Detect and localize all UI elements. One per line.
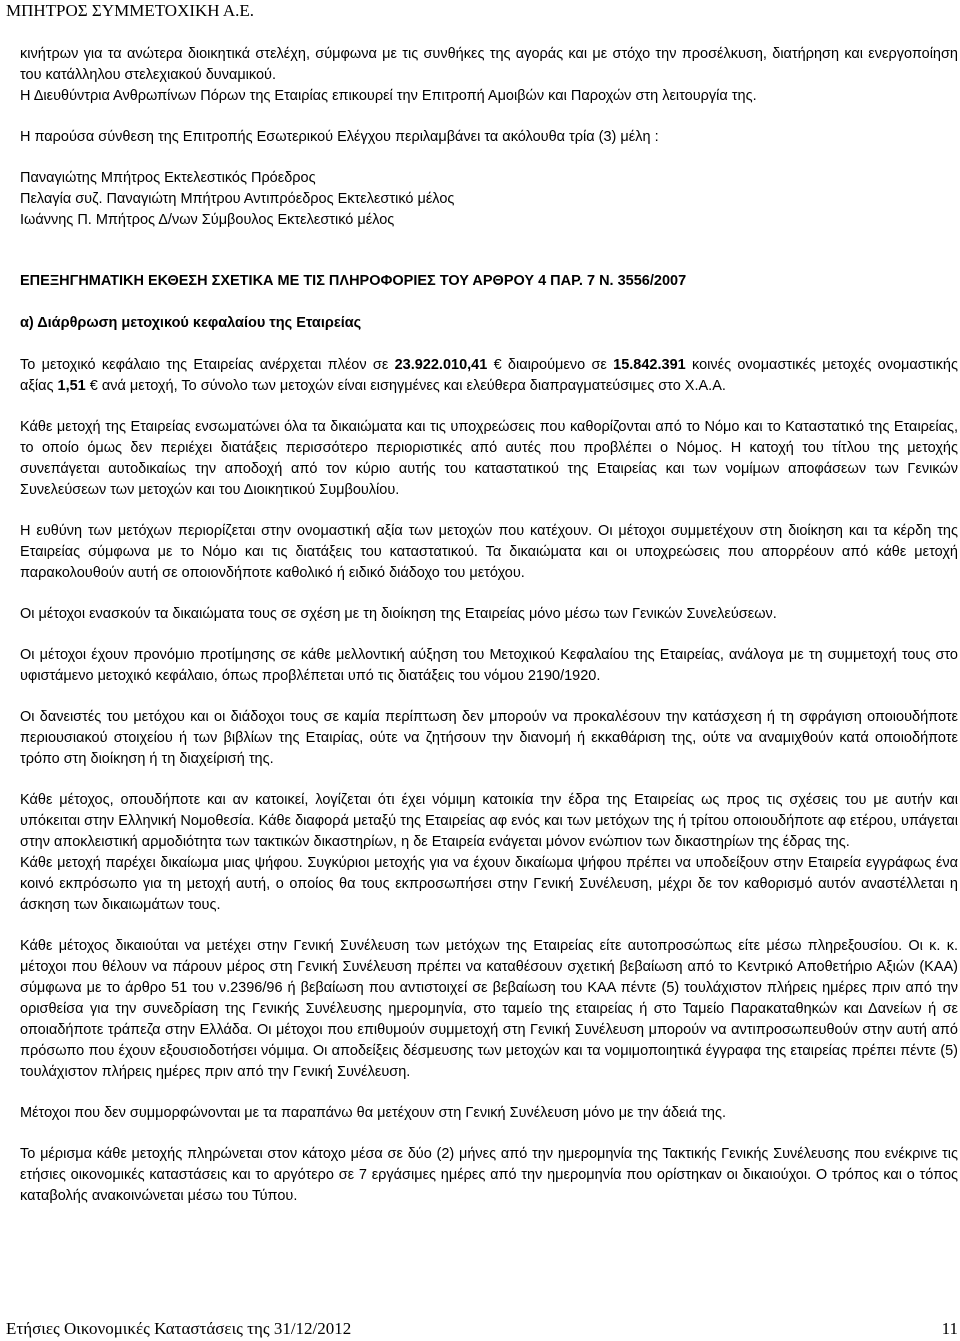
page-header: ΜΠΗΤΡΟΣ ΣΥΜΜΕΤΟΧΙΚΗ Α.Ε. xyxy=(6,1,255,20)
hr-director-paragraph: Η Διευθύντρια Ανθρωπίνων Πόρων της Εταιρίας επικουρεί την Επιτροπή Αμοιβών και Παροχών στη λειτουργία της. xyxy=(20,88,757,104)
report-heading: ΕΠΕΞΗΓΗΜΑΤΙΚΗ ΕΚΘΕΣΗ ΣΧΕΤΙΚΑ ΜΕ ΤΙΣ ΠΛΗΡΟΦΟΡΙΕΣ ΤΟΥ ΑΡΘΡΟΥ 4 ΠΑΡ. 7 Ν. 3556/2007 xyxy=(20,273,687,289)
compliance-paragraph: Μέτοχοι που δεν συμμορφώνονται με τα παραπάνω θα μετέχουν στη Γενική Συνέλευση μόνο με την άδειά της. xyxy=(20,1105,726,1121)
shares-rights-paragraph: Κάθε μετοχή της Εταιρείας ενσωματώνει όλα τα δικαιώματα και τις υποχρεώσεις που καθορίζονται από το Νόμο και το Καταστατικό της Εταιρείας, το οποίο όμως δεν περιέχει διατάξεις περισσότερο περιοριστικές από αυτές που προβλέπει ο Νόμος. Η κατοχή του τίτλου της μετοχής συνεπάγεται αυτοδικαίως την αποδοχή από τον κύριο αυτής του καταστατικού της Εταιρείας και των νομίμων αποφάσεων των Γενικών Συνελεύσεων των μετοχών και του Διοικητικού Συμβουλίου. xyxy=(20,419,958,498)
committee-member: Ιωάννης Π. Μπήτρος Δ/νων Σύμβουλος Εκτελεστικό μέλος xyxy=(20,212,395,228)
nominal-value: 1,51 xyxy=(57,378,86,394)
capital-text: € διαιρούμενο σε xyxy=(487,357,614,373)
capital-paragraph xyxy=(20,355,958,397)
capital-amount: 23.922.010,41 xyxy=(394,357,488,373)
capital-text: € ανά μετοχή, Το σύνολο των μετοχών είναι εισηγμένες και ελεύθερα διαπραγματεύσιμες στο Χ.Α.Α. xyxy=(85,378,726,394)
voting-paragraph: Κάθε μετοχή παρέχει δικαίωμα μιας ψήφου. Συγκύριοι μετοχής για να έχουν δικαίωμα ψήφου πρέπει να υποδείξουν στην Εταιρεία εγγράφως ένα κοινό εκπρόσωπο για τη μετοχή αυτή, ο οποίος θα τους εκπροσωπήσει στην Γενική Συνέλευση, μέχρι δε τον καθορισμό αυτόν αναστέλλεται η άσκηση των δικαιωμάτων τους. xyxy=(20,855,958,913)
section-a-heading: α) Διάρθρωση μετοχικού κεφαλαίου της Εταιρείας xyxy=(20,315,362,331)
creditors-paragraph: Οι δανειστές του μετόχου και οι διάδοχοι τους σε καμία περίπτωση δεν μπορούν να προκαλέσουν την κατάσχεση ή τη σφράγιση οποιουδήποτε περιουσιακού στοιχείου ή των βιβλίων της Εταιρίας, ούτε να ζητήσουν την διανομή ή εκκαθάριση της, ούτε να αναμιχθούν κατά οποιοδήποτε τρόπο στη διοίκηση ή τη διαχείρισή της. xyxy=(20,709,958,767)
committee-member: Παναγιώτης Μπήτρος Εκτελεστικός Πρόεδρος xyxy=(20,170,316,186)
footer-title: Ετήσιες Οικονομικές Καταστάσεις της 31/12/2012 xyxy=(6,1319,352,1338)
capital-text: κοινές ονομαστικές μετοχές ονομαστικής αξίας xyxy=(20,357,958,394)
page-number: 11 xyxy=(941,1319,958,1338)
share-count: 15.842.391 xyxy=(613,357,686,373)
assembly-paragraph: Κάθε μέτοχος δικαιούται να μετέχει στην Γενική Συνέλευση των μετόχων της Εταιρείας είτε αυτοπροσώπως είτε μέσω πληρεξουσίου. Οι κ. κ. μέτοχοι που θέλουν να πάρουν μέρος στη Γενική Συνέλευση πρέπει να καταθέσουν σχετική βεβαίωση από το Κεντρικό Αποθετήριο Αξιών (ΚΑΑ) σύμφωνα με το άρθρο 51 του ν.2396/96 ή βεβαίωση που αντιστοιχεί σε βεβαίωση του ΚΑΑ πέντε (5) τουλάχιστον πλήρεις ημέρες πριν από την ορισθείσα για την συνεδρίαση της Γενικής Συνέλευσης ημερομηνία, στο ταμείο της εταιρείας ή στο Ταμείο Παρακαταθηκών και Δανείων ή σε οποιαδήποτε τράπεζα στην Ελλάδα. Οι μέτοχοι που επιθυμούν συμμετοχή στη Γενική Συνέλευση μπορούν να αντιπροσωπευθούν στην αυτή από πρόσωπο που έχουν εξουσιοδοτήσει νόμιμα. Οι αποδείξεις δέσμευσης των μετοχών και τα νομιμοποιητικά έγγραφα της εταιρείας πρέπει πέντε (5) τουλάχιστον πλήρεις ημέρες πριν από την Γενική Συνέλευση. xyxy=(20,938,958,1080)
liability-paragraph: Η ευθύνη των μετόχων περιορίζεται στην ονομαστική αξία των μετοχών που κατέχουν. Οι μέτοχοι συμμετέχουν στη διοίκηση και τα κέρδη της Εταιρείας σύμφωνα με το Νόμο και τις διατάξεις του καταστατικού. Τα δικαιώματα και οι υποχρεώσεις που απορρέουν από κάθε μετοχή παρακολουθούν αυτή σε οποιονδήποτε καθολικό ή ειδικό διάδοχο του μετόχου. xyxy=(20,523,958,581)
committee-member: Πελαγία συζ. Παναγιώτη Μπήτρου Αντιπρόεδρος Εκτελεστικό μέλος xyxy=(20,191,455,207)
page-footer xyxy=(6,1318,958,1340)
committee-intro: Η παρούσα σύνθεση της Επιτροπής Εσωτερικού Ελέγχου περιλαμβάνει τα ακόλουθα τρία (3) μέλη : xyxy=(20,129,659,145)
governance-paragraph: Οι μέτοχοι ενασκούν τα δικαιώματα τους σε σχέση με τη διοίκηση της Εταιρείας μόνο μέσω των Γενικών Συνελεύσεων. xyxy=(20,606,777,622)
intro-paragraph: κινήτρων για τα ανώτερα διοικητικά στελέχη, σύμφωνα με τις συνθήκες της αγοράς και με στόχο την προσέλκυση, διατήρηση και ενεργοποίηση του κατάλληλου στελεχιακού δυναμικού. xyxy=(20,46,958,83)
dividend-paragraph: Το μέρισμα κάθε μετοχής πληρώνεται στον κάτοχο μέσα σε δύο (2) μήνες από την ημερομηνία της Τακτικής Γενικής Συνέλευσης που ενέκρινε τις ετήσιες οικονομικές καταστάσεις και το αργότερο σε 7 εργάσιμες ημέρες από την ημερομηνία που ορίστηκαν οι δικαιούχοι. Ο τρόπος και ο τόπος καταβολής ανακοινώνεται μέσω του Τύπου. xyxy=(20,1146,958,1204)
preemption-paragraph: Οι μέτοχοι έχουν προνόμιο προτίμησης σε κάθε μελλοντική αύξηση του Μετοχικού Κεφαλαίου της Εταιρείας, ανάλογα με τη συμμετοχή τους στο υφιστάμενο μετοχικό κεφάλαιο, όπως προβλέπεται υπό τις διατάξεις του νόμου 2190/1920. xyxy=(20,647,958,684)
jurisdiction-paragraph: Κάθε μέτοχος, οπουδήποτε και αν κατοικεί, λογίζεται ότι έχει νόμιμη κατοικία την έδρα της Εταιρείας ως προς τις σχέσεις του με αυτήν και υπόκειται στην Ελληνική Νομοθεσία. Κάθε διαφορά μεταξύ της Εταιρείας αφ ενός και των μετόχων της ή τρίτου οποιουδήποτε αφ ετέρου, υπάγεται στην αποκλειστική αρμοδιότητα των τακτικών δικαστηρίων, η δε Εταιρεία ενάγεται μόνον ενώπιον των δικαστηρίων της έδρας της. xyxy=(20,792,958,850)
capital-text: Το μετοχικό κεφάλαιο της Εταιρείας ανέρχεται πλέον σε xyxy=(20,357,395,373)
document-body xyxy=(20,44,958,1207)
